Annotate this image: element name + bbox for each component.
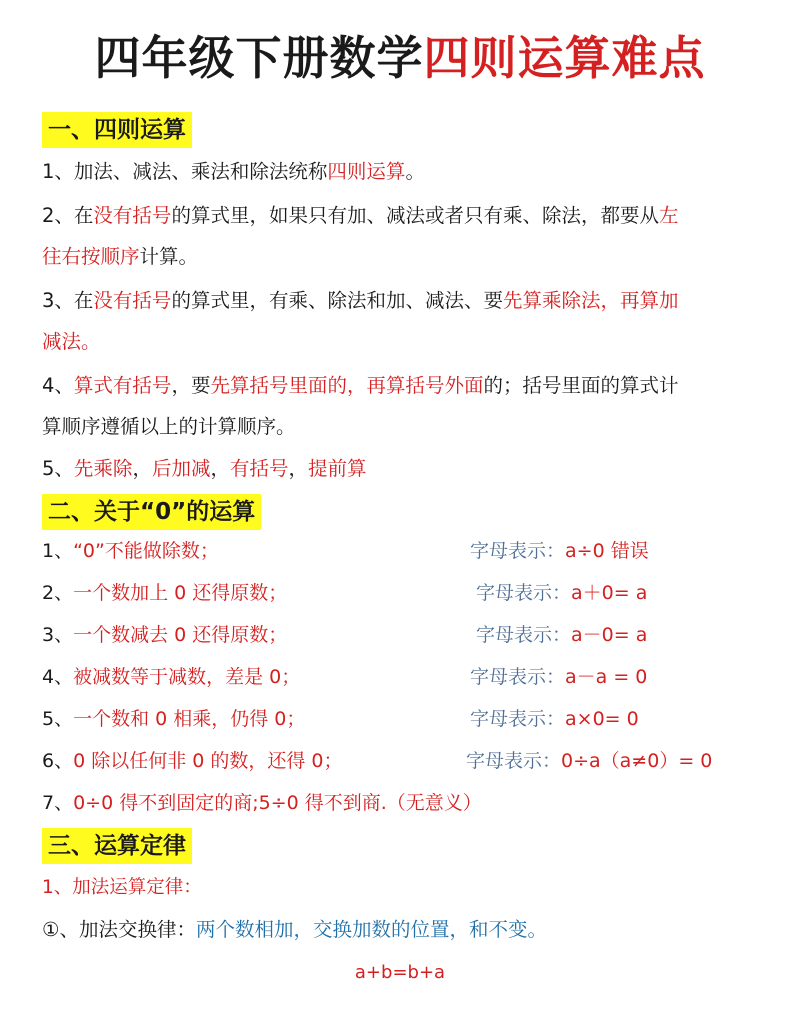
section-heading-3: 三、运算定律: [42, 828, 192, 864]
text: 2、在: [42, 204, 94, 227]
highlight: 提前算: [308, 457, 367, 480]
text: 的；括号里面的算式计: [483, 374, 679, 397]
formula-label: 字母表示：: [470, 708, 566, 730]
rule-number: 6、: [42, 750, 74, 772]
formula: 0÷a（a≠0）= 0: [561, 750, 713, 772]
formula: a＋0= a: [571, 582, 648, 604]
zero-rule-3: [42, 614, 287, 656]
text: 5、: [42, 457, 74, 480]
formula: a÷0 错误: [565, 540, 649, 562]
text: 3、在: [42, 289, 94, 312]
formula-label: 字母表示：: [476, 624, 572, 646]
rule-number: 4、: [42, 666, 74, 688]
addition-commutative-law: [42, 908, 547, 952]
highlight: 算式有括号: [73, 374, 172, 397]
text: ，: [210, 457, 230, 480]
zero-formula-2: [476, 572, 647, 614]
formula: a－a = 0: [565, 666, 648, 688]
highlight: 减法。: [42, 330, 101, 353]
rule-text: 一个数加上 0 还得原数；: [73, 582, 288, 604]
formula: a－0= a: [571, 624, 648, 646]
zero-rule-7: [42, 782, 482, 824]
formula-label: 字母表示：: [470, 540, 566, 562]
law-name: ①、加法交换律：: [42, 918, 196, 941]
title-red: 四则运算难点: [423, 31, 706, 85]
rule-number: 3、: [42, 624, 74, 646]
rule-text: 一个数和 0 相乘，仍得 0；: [73, 708, 306, 730]
rule-text: 0÷0 得不到固定的商;5÷0 得不到商.（无意义）: [73, 792, 482, 814]
highlight: 左: [658, 204, 679, 227]
highlight: 往右按顺序: [42, 245, 140, 268]
highlight: 有括号: [229, 457, 289, 480]
zero-rule-2: [42, 572, 287, 614]
sec1-line-5: [42, 447, 367, 491]
formula-label: 字母表示：: [476, 582, 572, 604]
zero-formula-4: [470, 656, 647, 698]
text: 的算式里，有乘、除法和加、减法、要: [171, 289, 503, 312]
rule-text: “0”不能做除数；: [73, 540, 219, 562]
text: ，要: [171, 374, 211, 397]
highlight: 没有括号: [93, 289, 172, 312]
text: 计算。: [139, 245, 199, 268]
text: 的算式里，如果只有加、减法或者只有乘、除法，都要从: [171, 204, 659, 227]
text: ，: [132, 457, 152, 480]
formula: a×0= 0: [565, 708, 639, 730]
rule-text: 被减数等于减数，差是 0；: [73, 666, 301, 688]
text: ，: [288, 457, 309, 480]
highlight: 先乘除: [73, 457, 133, 480]
law-text: 两个数相加，交换加数的位置，和不变。: [195, 918, 547, 941]
zero-rule-4: [42, 656, 300, 698]
zero-formula-6: [466, 740, 712, 782]
zero-formula-3: [476, 614, 647, 656]
rule-number: 2、: [42, 582, 74, 604]
text: 1、加法、减法、乘法和除法统称: [42, 160, 328, 183]
zero-rule-6: [42, 740, 343, 782]
highlight: 后加减: [151, 457, 211, 480]
section-heading-1: 一、四则运算: [42, 112, 192, 148]
rule-number: 1、: [42, 540, 74, 562]
zero-rule-1: [42, 530, 219, 572]
formula-label: 字母表示：: [470, 666, 566, 688]
sec1-line-3: [42, 279, 678, 323]
title-black: 四年级下册数学: [94, 31, 424, 85]
rule-text: 一个数减去 0 还得原数；: [73, 624, 288, 646]
sec1-line-4: [42, 364, 678, 408]
law-formula: a+b=b+a: [354, 962, 446, 983]
page-title: [0, 22, 800, 88]
sec1-line-4b: [42, 405, 296, 449]
rule-number: 5、: [42, 708, 74, 730]
text: 。: [405, 160, 425, 183]
zero-formula-1: [470, 530, 649, 572]
sec3-subheading: 1、加法运算定律：: [42, 877, 202, 898]
zero-rule-5: [42, 698, 305, 740]
highlight: 先算括号里面的，再算括号外面: [210, 374, 484, 397]
rule-text: 0 除以任何非 0 的数，还得 0；: [73, 750, 343, 772]
formula-label: 字母表示：: [466, 750, 562, 772]
highlight: 先算乘除法，再算加: [502, 289, 679, 312]
highlight: 四则运算: [327, 160, 406, 183]
sec1-line-3b: [42, 320, 101, 364]
text: 4、: [42, 374, 74, 397]
sec1-line-1: [42, 150, 425, 194]
text: 算顺序遵循以上的计算顺序。: [42, 415, 296, 438]
rule-number: 7、: [42, 792, 74, 814]
section-heading-2: 二、关于“0”的运算: [42, 494, 261, 530]
sec1-line-2b: [42, 235, 198, 279]
zero-formula-5: [470, 698, 639, 740]
highlight: 没有括号: [93, 204, 172, 227]
sec1-line-2: [42, 194, 678, 238]
